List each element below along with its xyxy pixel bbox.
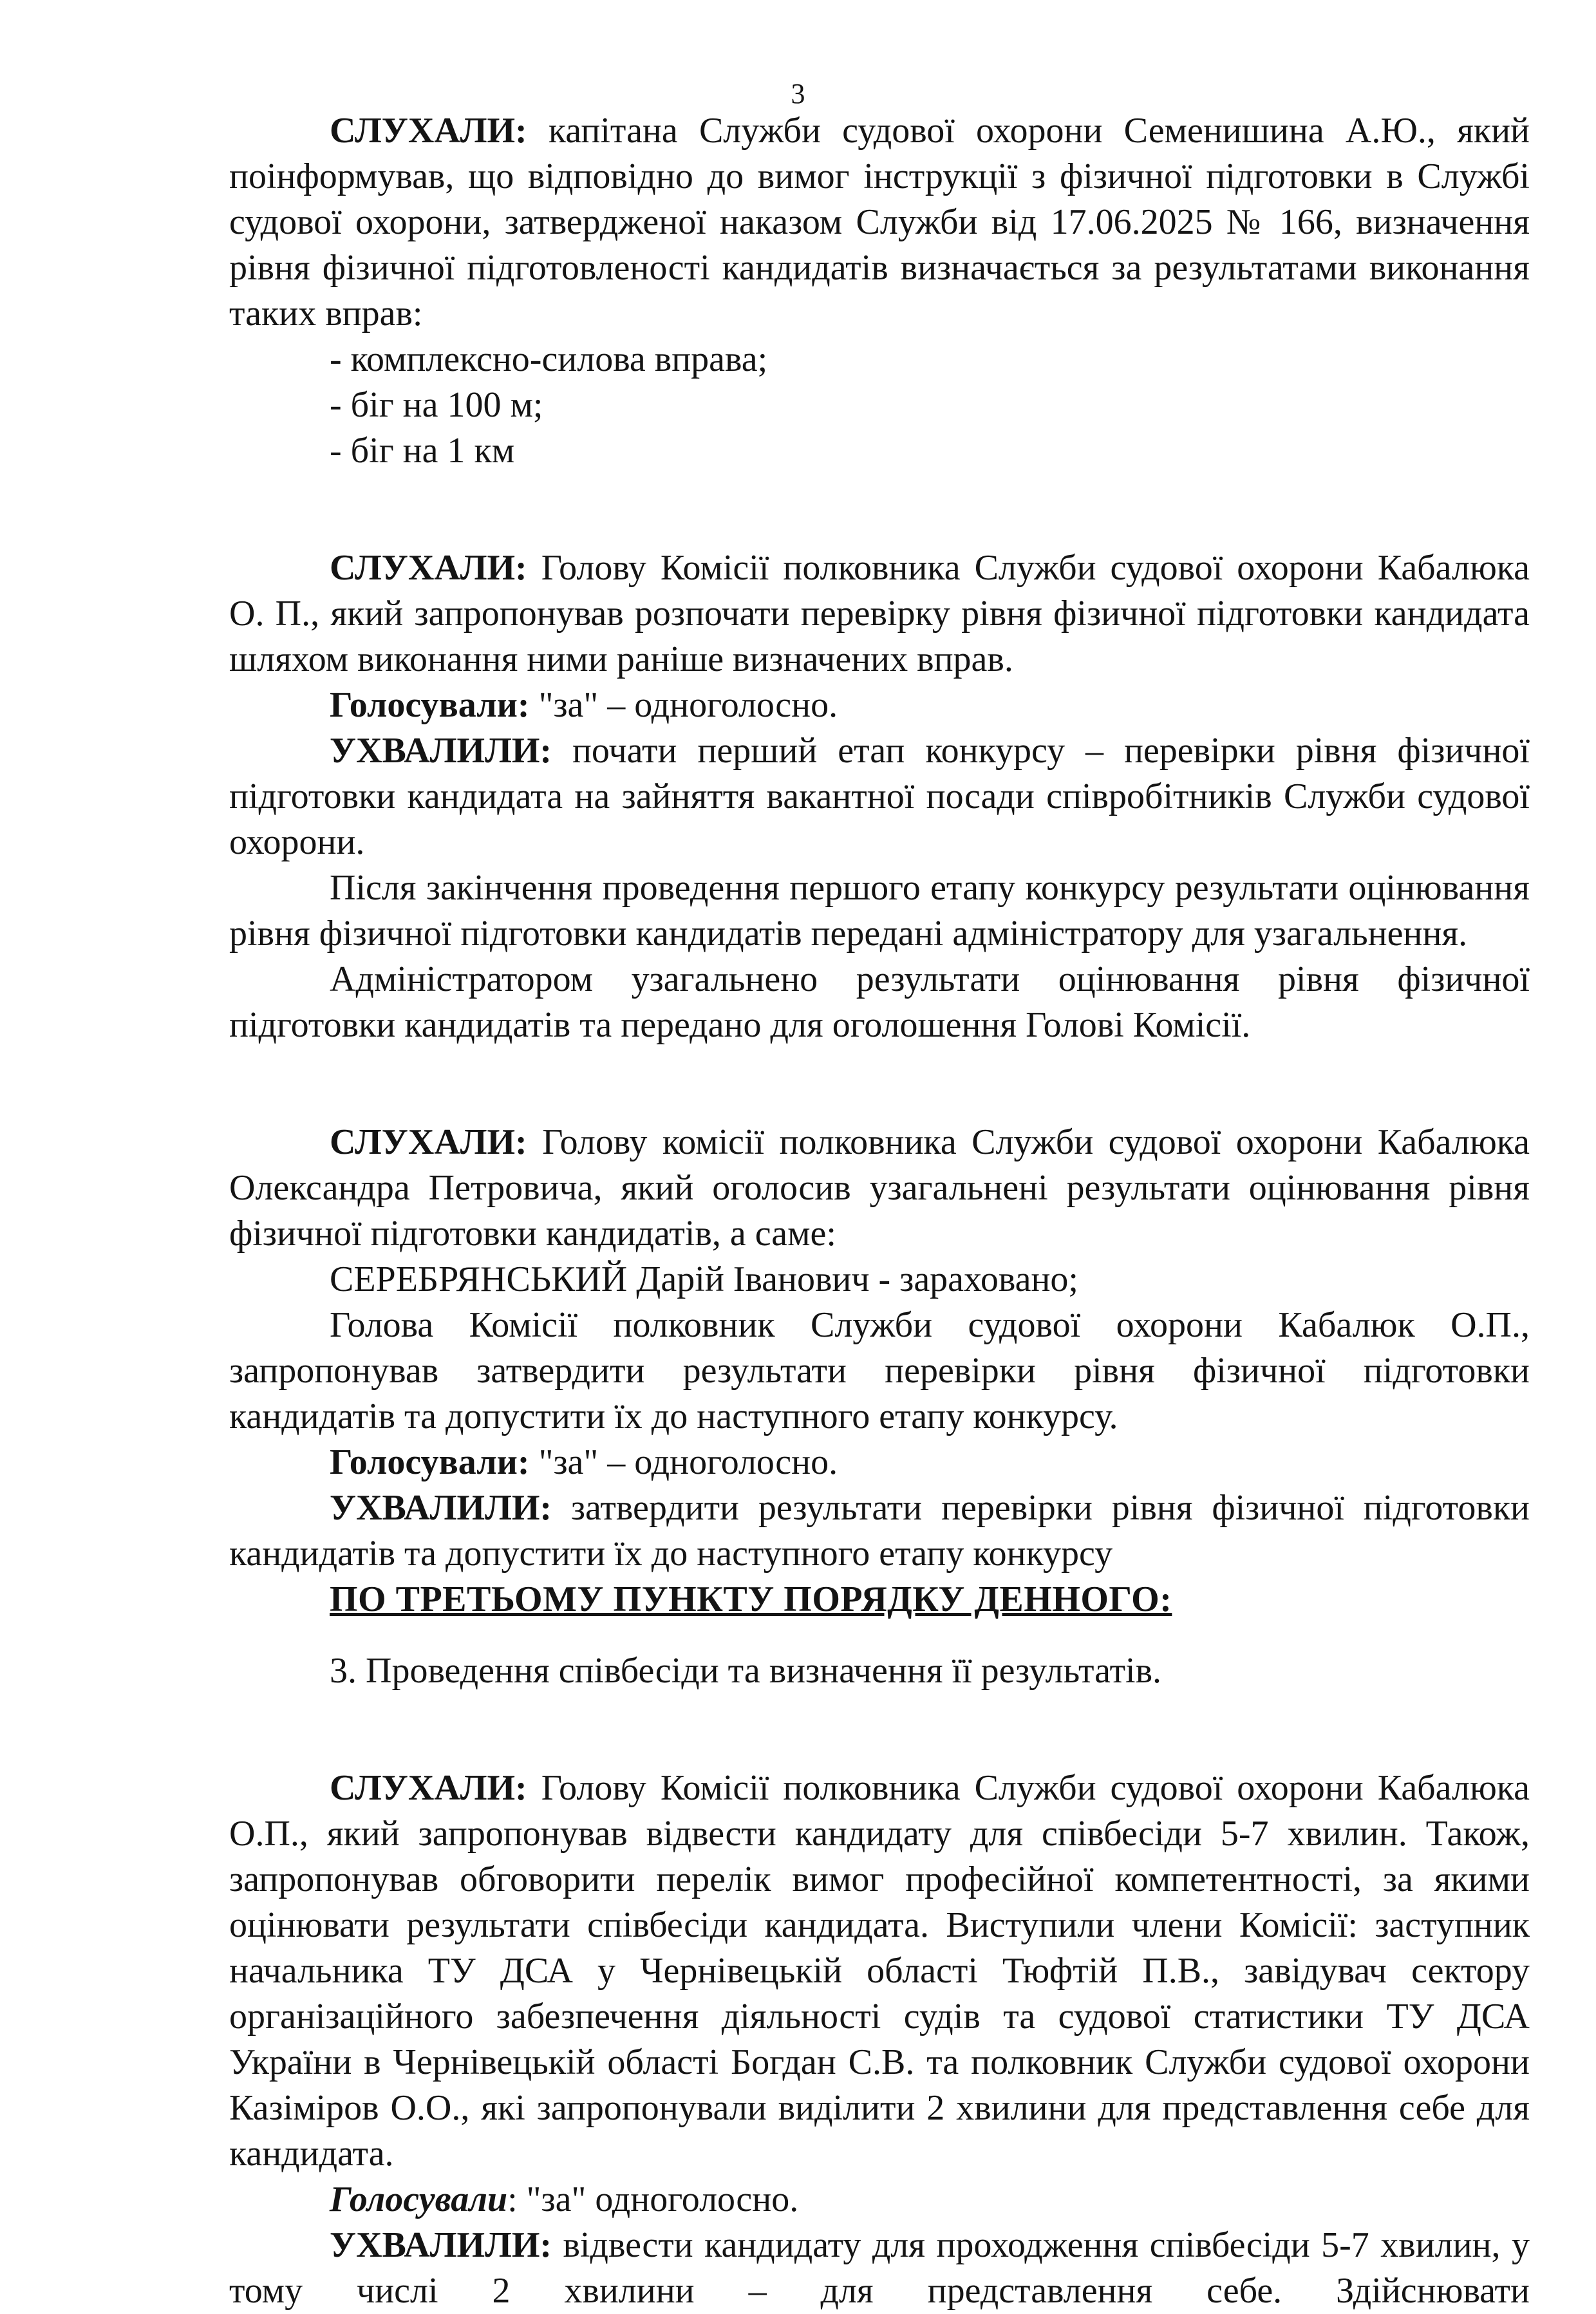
list-item: - комплексно-силова вправа; [330,339,768,379]
decided-text: почати перший етап конкурсу – перевірки рівня фізичної підготовки кандидата на зайняття вакантної посади співробітників Служби судової охорони. [229,731,1530,862]
voted-line [229,682,1530,728]
voted-label: Голосували: [330,685,530,725]
decided-text: затвердити результати перевірки рівня фізичної підготовки кандидатів та допустити їх до наступного етапу конкурсу [229,1488,1530,1574]
decided-paragraph [229,2223,1530,2314]
voted-line [229,2177,1530,2223]
document-body [229,108,1530,2314]
page-number: 3 [791,78,805,109]
heard-text: капітана Служби судової охорони Семенишина А.Ю., який поінформував, що відповідно до вимог інструкції з фізичної підготовки в Службі судової охорони, затвердженої наказом Служби від 17.06.2025 № 166, визначення рівня фізичної підготовленості кандидатів визначається за результатами виконання таких вправ: [229,111,1530,334]
paragraph: Адміністратором узагальнено результати оцінювання рівня фізичної підготовки кандидатів та передано для оголошення Голові Комісії. [229,959,1530,1045]
list-item: - біг на 1 км [330,431,515,471]
agenda-item: 3. Проведення співбесіди та визначення її результатів. [330,1651,1162,1691]
decided-paragraph [229,1485,1530,1577]
candidate-result: СЕРЕБРЯНСЬКИЙ Дарій Іванович - зараховано; [330,1259,1078,1299]
exercise-list [229,337,1530,474]
voted-label: Голосували [330,2179,508,2219]
heard-label: СЛУХАЛИ: [330,1768,527,1808]
list-item: - біг на 100 м; [330,385,543,425]
heard-paragraph-2 [229,545,1530,682]
heard-text: Голову комісії полковника Служби судової охорони Кабалюка Олександра Петровича, який оголосив узагальнені результати оцінювання рівня фізичної підготовки кандидатів, а саме: [229,1122,1530,1254]
voted-line [229,1440,1530,1485]
voted-text: : "за" одноголосно. [507,2179,799,2219]
decided-paragraph [229,728,1530,865]
heard-text: Голову Комісії полковника Служби судової охорони Кабалюка О. П., який запропонував розпочати перевірку рівня фізичної підготовки кандидата шляхом виконання ними раніше визначених вправ. [229,548,1530,679]
heard-text: Голову Комісії полковника Служби судової охорони Кабалюка О.П., який запропонував відвести кандидату для співбесіди 5-7 хвилин. Також, запропонував обговорити перелік вимог професійної компетентності, за якими оцінювати результати співбесіди кандидата. Виступили члени Комісії: заступник начальника ТУ ДСА у Чернівецькій області Тюфтій П.В., завідувач сектору організаційного забезпечення діяльності судів та судової статистики ТУ ДСА України в Чернівецькій області Богдан С.В. та полковник Служби судової охорони Казіміров О.О., які запропонували виділити 2 хвилини для представлення себе для кандидата. [229,1768,1530,2174]
heard-paragraph-3 [229,1120,1530,1257]
decided-label: УХВАЛИЛИ: [330,1488,552,1528]
heard-paragraph-4 [229,1765,1530,2177]
heard-label: СЛУХАЛИ: [330,111,527,151]
section-heading: ПО ТРЕТЬОМУ ПУНКТУ ПОРЯДКУ ДЕННОГО: [330,1579,1172,1619]
decided-text: відвести кандидату для проходження співбесіди 5-7 хвилин, у тому числі 2 хвилини – для представлення себе. Здійснювати [229,2225,1530,2311]
heard-label: СЛУХАЛИ: [330,1122,527,1162]
paragraph: Голова Комісії полковник Служби судової охорони Кабалюк О.П., запропонував затвердити результати перевірки рівня фізичної підготовки кандидатів та допустити їх до наступного етапу конкурсу. [229,1305,1530,1436]
heard-label: СЛУХАЛИ: [330,548,527,588]
decided-label: УХВАЛИЛИ: [330,2225,552,2265]
voted-text: "за" – одноголосно. [538,685,838,725]
decided-label: УХВАЛИЛИ: [330,731,552,771]
paragraph: Після закінчення проведення першого етапу конкурсу результати оцінювання рівня фізичної підготовки кандидатів передані адміністратору для узагальнення. [229,868,1530,954]
voted-text: "за" – одноголосно. [538,1442,838,1482]
voted-label: Голосували: [330,1442,530,1482]
heard-paragraph-1 [229,108,1530,337]
